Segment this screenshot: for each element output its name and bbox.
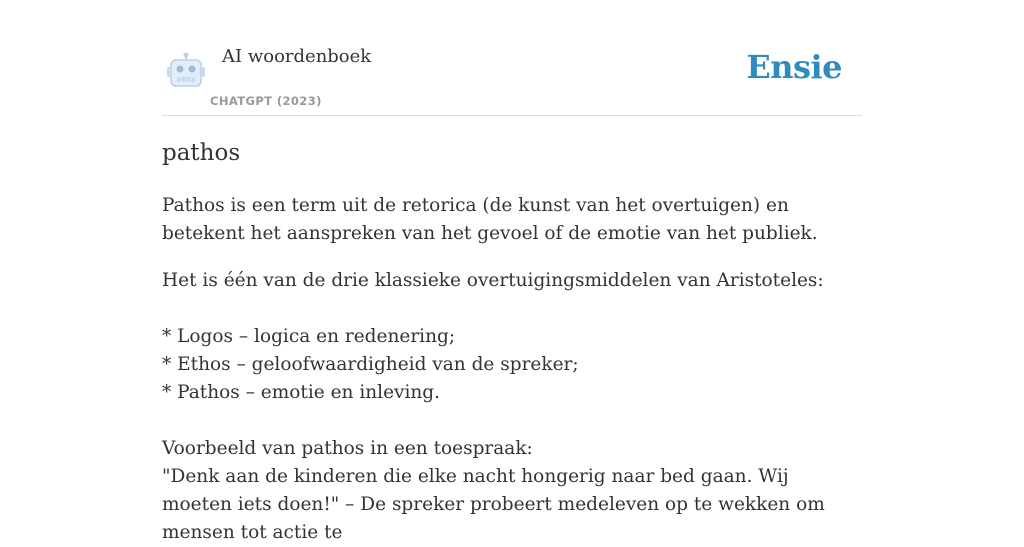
intro-paragraph: Het is één van de drie klassieke overtuigingsmiddelen van Aristoteles:: [162, 270, 824, 291]
definition-paragraph: Pathos is een term uit de retorica (de kunst van het overtuigen) en betekent het aanspreken van het gevoel of de emotie van het publiek.: [162, 195, 818, 244]
ensie-logo[interactable]: Ensie: [746, 48, 842, 86]
entry-term: pathos: [162, 140, 241, 166]
entry-body: [162, 192, 852, 547]
aristotle-block: [162, 267, 852, 547]
list-item-logos: * Logos – logica en redenering;: [162, 326, 456, 347]
example-quote: "Denk aan de kinderen die elke nacht hongerig naar bed gaan. Wij moeten iets doen!" – De spreker probeert medeleven op te wekken om mensen tot actie te: [162, 466, 825, 543]
header: [162, 0, 862, 116]
list-item-ethos: * Ethos – geloofwaardigheid van de spreker;: [162, 354, 579, 375]
source-meta: CHATGPT (2023): [210, 94, 322, 108]
example-label: Voorbeeld van pathos in een toespraak:: [162, 438, 533, 459]
source-title[interactable]: AI woordenboek: [222, 46, 372, 67]
page: [162, 0, 862, 543]
list-item-pathos: * Pathos – emotie en inleving.: [162, 382, 441, 403]
robot-icon: [166, 52, 206, 90]
